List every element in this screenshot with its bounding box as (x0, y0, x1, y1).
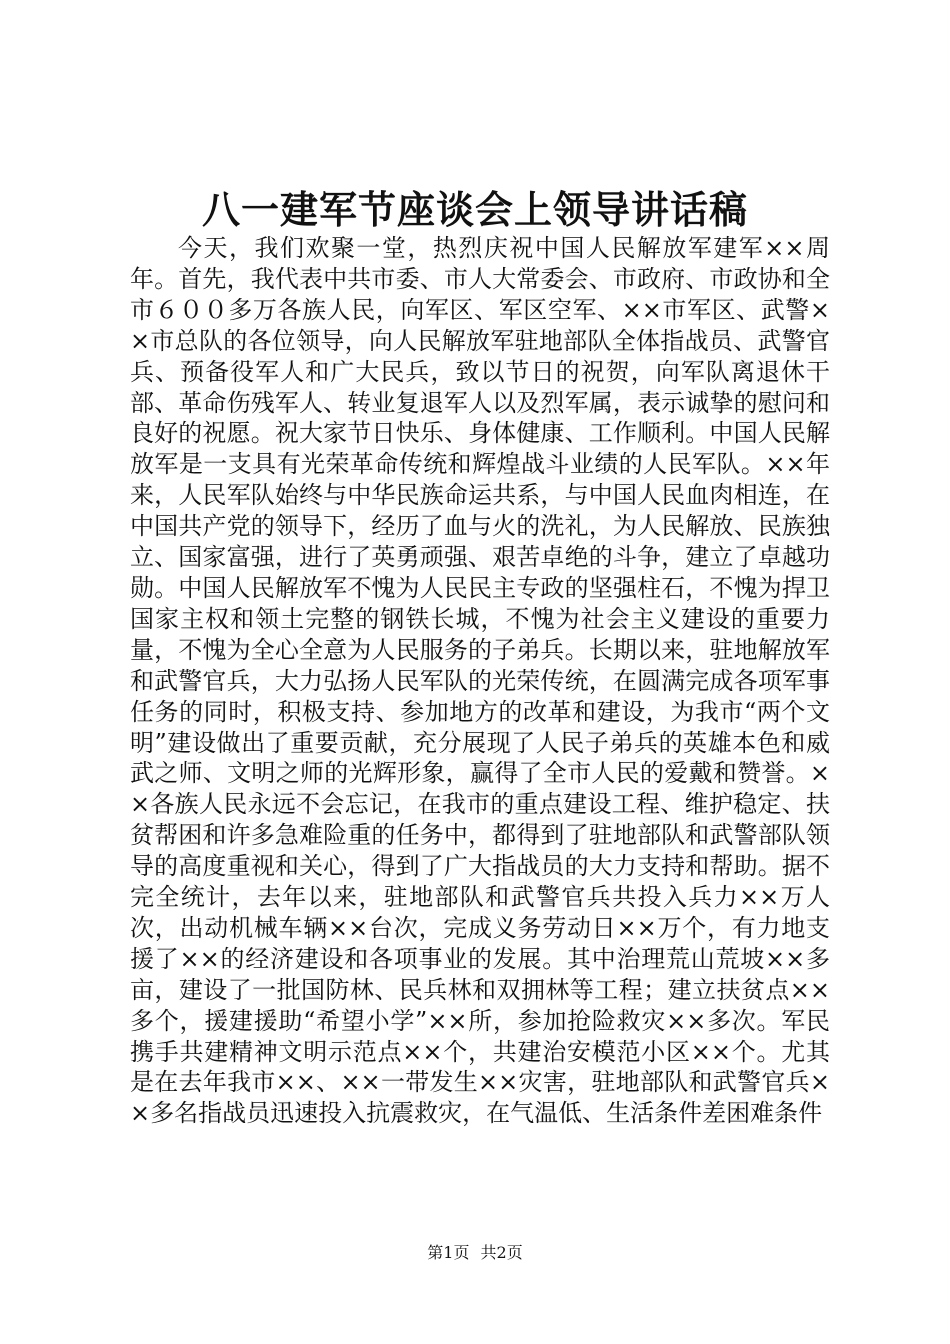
page-number: 第1页 (427, 1243, 470, 1262)
page-footer (0, 1243, 950, 1263)
page-total: 共2页 (480, 1243, 523, 1262)
document-title: 八一建军节座谈会上领导讲话稿 (201, 187, 748, 232)
document-body-paragraph: 今天，我们欢聚一堂，热烈庆祝中国人民解放军建军××周年。首先，我代表中共市委、市人大常委会、市政府、市政协和全市６００多万各族人民，向军区、军区空军、××市军区、武警××市总队的各位领导，向人民解放军驻地部队全体指战员、武警官兵、预备役军人和广大民兵，致以节日的祝贺，向军队离退休干部、革命伤残军人、转业复退军人以及烈军属，表示诚挚的慰问和良好的祝愿。祝大家节日快乐、身体健康、工作顺利。中国人民解放军是一支具有光荣革命传统和辉煌战斗业绩的人民军队。××年来，人民军队始终与中华民族命运共系，与中国人民血肉相连，在中国共产党的领导下，经历了血与火的洗礼，为人民解放、民族独立、国家富强，进行了英勇顽强、艰苦卓绝的斗争，建立了卓越功勋。中国人民解放军不愧为人民民主专政的坚强柱石，不愧为捍卫国家主权和领土完整的钢铁长城，不愧为社会主义建设的重要力量，不愧为全心全意为人民服务的子弟兵。长期以来，驻地解放军和武警官兵，大力弘扬人民军队的光荣传统，在圆满完成各项军事任务的同时，积极支持、参加地方的改革和建设，为我市“两个文明”建设做出了重要贡献，充分展现了人民子弟兵的英雄本色和威武之师、文明之师的光辉形象，赢得了全市人民的爱戴和赞誉。××各族人民永远不会忘记，在我市的重点建设工程、维护稳定、扶贫帮困和许多急难险重的任务中，都得到了驻地部队和武警部队领导的高度重视和关心，得到了广大指战员的大力支持和帮助。据不完全统计，去年以来，驻地部队和武警官兵共投入兵力××万人次，出动机械车辆××台次，完成义务劳动日××万个，有力地支援了××的经济建设和各项事业的发展。其中治理荒山荒坡××多亩，建设了一批国防林、民兵林和双拥林等工程；建立扶贫点××多个，援建援助“希望小学”××所，参加抢险救灾××多次。军民携手共建精神文明示范点××个，共建治安模范小区××个。尤其是在去年我市××、××一带发生××灾害，驻地部队和武警官兵××多名指战员迅速投入抗震救灾，在气温低、生活条件差困难条件 (130, 234, 830, 1128)
